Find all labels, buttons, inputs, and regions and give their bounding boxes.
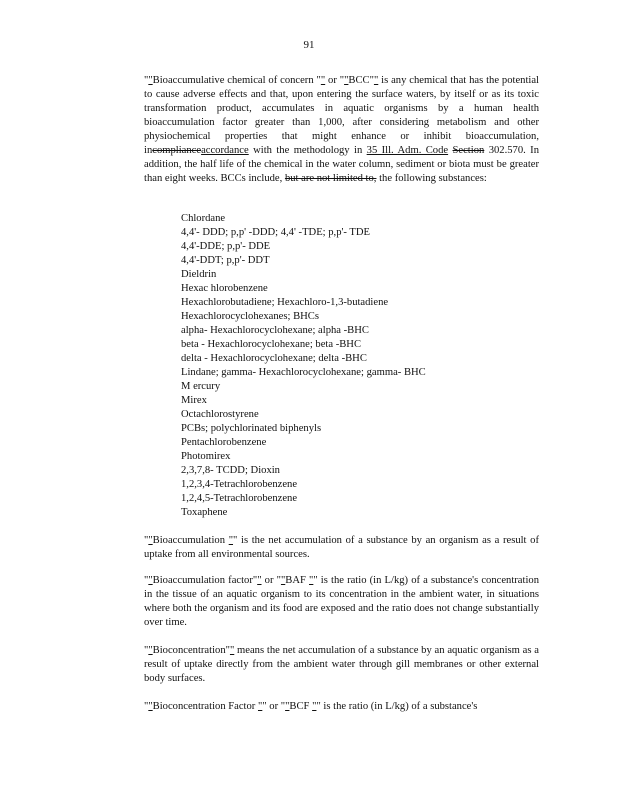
substance-item: Dieldrin (181, 269, 217, 280)
substance-item: 1,2,4,5-Tetrachlorobenzene (181, 493, 298, 504)
substance-item: alpha- Hexachlorocyclohexane; alpha -BHC (181, 325, 369, 336)
definition-text-segment: in (144, 145, 153, 156)
definition-text-segment: Bioaccumulation factor" (152, 575, 258, 586)
definition-text-segment: means the net accumulation of a substance by an aquatic organism as a result of uptake directly from the ambient water through gill membranes or other external body surfaces. (144, 645, 539, 684)
substance-item: Photomirex (181, 451, 231, 462)
substance-list (181, 212, 501, 520)
definition-text-segment: " (144, 535, 149, 546)
definition-text-segment: " (148, 645, 153, 656)
definition-text-segment: " (148, 75, 153, 86)
substance-item: PCBs; polychlorinated biphenyls (181, 423, 322, 434)
substance-item: Chlordane (181, 213, 226, 224)
definition-bioaccumulation (144, 534, 539, 562)
definition-text-segment: Section (452, 145, 485, 156)
substance-item: Lindane; gamma- Hexachlorocyclohexane; gamma- BHC (181, 367, 426, 378)
definition-text-segment: " (144, 575, 149, 586)
definition-bcf (144, 700, 539, 714)
definition-text-segment: Bioconcentration" (152, 645, 230, 656)
definition-text-segment: " (148, 701, 153, 712)
definition-text-segment: Bioaccumulation (152, 535, 229, 546)
substance-item: 1,2,3,4-Tetrachlorobenzene (181, 479, 298, 490)
definition-text-segment: " (144, 645, 149, 656)
definition-text-segment: " (373, 75, 379, 86)
definition-text-segment: " is the ratio (in L/kg) of a substance's (316, 701, 478, 712)
definition-text-segment: " or " (262, 701, 286, 712)
substance-item: Pentachlorobenzene (181, 437, 267, 448)
substance-item: Hexachlorobutadiene; Hexachloro-1,3-butadiene (181, 297, 389, 308)
definition-text-segment: " is the ratio (in L/kg) of a substance's concentration in the tissue of an aquatic organism to its concentration in the ambient water, in situations where both the organism and its food are exposed and the ratio does not change substantially over time. (144, 575, 539, 628)
definition-text-segment: the following substances: (376, 173, 487, 184)
substance-item: beta - Hexachlorocyclohexane; beta -BHC (181, 339, 362, 350)
substance-item: 2,3,7,8- TCDD; Dioxin (181, 465, 280, 476)
definition-text-segment: " is the net accumulation of a substance by an organism as a result of uptake from all environmental sources. (144, 535, 539, 560)
definition-text-segment: accordance (201, 145, 249, 156)
definition-bcc (144, 74, 539, 186)
definition-text-segment: or " (325, 75, 345, 86)
definition-text-segment: " (369, 75, 374, 86)
definition-text-segment: " (309, 575, 314, 586)
substance-item: 4,4'-DDT; p,p'- DDT (181, 255, 270, 266)
definition-text-segment: " (144, 75, 149, 86)
definition-text-segment: 35 Ill. Adm. Code (366, 145, 449, 156)
definition-text-segment: " (257, 575, 262, 586)
definition-text-segment: BCF (289, 701, 313, 712)
definition-text-segment: " (228, 535, 234, 546)
substance-item: Octachlorostyrene (181, 409, 259, 420)
definition-text-segment: Bioaccumulative chemical of concern (152, 75, 317, 86)
definition-text-segment: 302.570. In addition, the half life of the chemical in the water column, sediment or biota must be greater than eight weeks. BCCs include, (144, 145, 539, 184)
definition-text-segment: " (144, 701, 149, 712)
substance-item: Toxaphene (181, 507, 228, 518)
definition-text-segment: but are not limited to, (284, 173, 377, 184)
definition-text-segment: " (257, 701, 263, 712)
substance-item: Hexac hlorobenzene (181, 283, 268, 294)
definition-text-segment: BCC (348, 75, 370, 86)
definition-text-segment: " (280, 575, 286, 586)
definition-text-segment: is any chemical that has the potential to cause adverse effects and that, upon entering the surface waters, by itself or as its toxic transformation product, accumulates in aquatic organisms by a human health bioaccumulation factor greater than 1,000, after considering metabolism and other physiochemical properties that might enhance or inhibit bioaccumulation, (144, 75, 539, 142)
definition-text-segment: " (285, 701, 290, 712)
definition-text-segment: " (148, 575, 153, 586)
definition-baf (144, 574, 539, 630)
page-number: 91 (303, 39, 315, 51)
definition-text-segment: Bioconcentration Factor (152, 701, 258, 712)
substance-item: delta - Hexachlorocyclohexane; delta -BHC (181, 353, 367, 364)
definition-text-segment: " (316, 75, 321, 86)
definition-text-segment: " (312, 701, 317, 712)
definition-text-segment: " (320, 75, 326, 86)
substance-item: Mirex (181, 395, 207, 406)
definition-text-segment: or " (261, 575, 281, 586)
definition-text-segment: compliance (152, 145, 202, 156)
definition-text-segment: " (344, 75, 349, 86)
substance-item: 4,4'-DDE; p,p'- DDE (181, 241, 271, 252)
definition-text-segment: with the methodology in (248, 145, 367, 156)
substance-item: Hexachlorocyclohexanes; BHCs (181, 311, 319, 322)
substance-item: M ercury (181, 381, 221, 392)
definition-bioconcentration (144, 644, 539, 686)
definition-text-segment: " (229, 645, 235, 656)
substance-item: 4,4'- DDD; p,p' -DDD; 4,4' -TDE; p,p'- TDE (181, 227, 370, 238)
definition-text-segment: BAF (285, 575, 310, 586)
definition-text-segment: " (148, 535, 153, 546)
